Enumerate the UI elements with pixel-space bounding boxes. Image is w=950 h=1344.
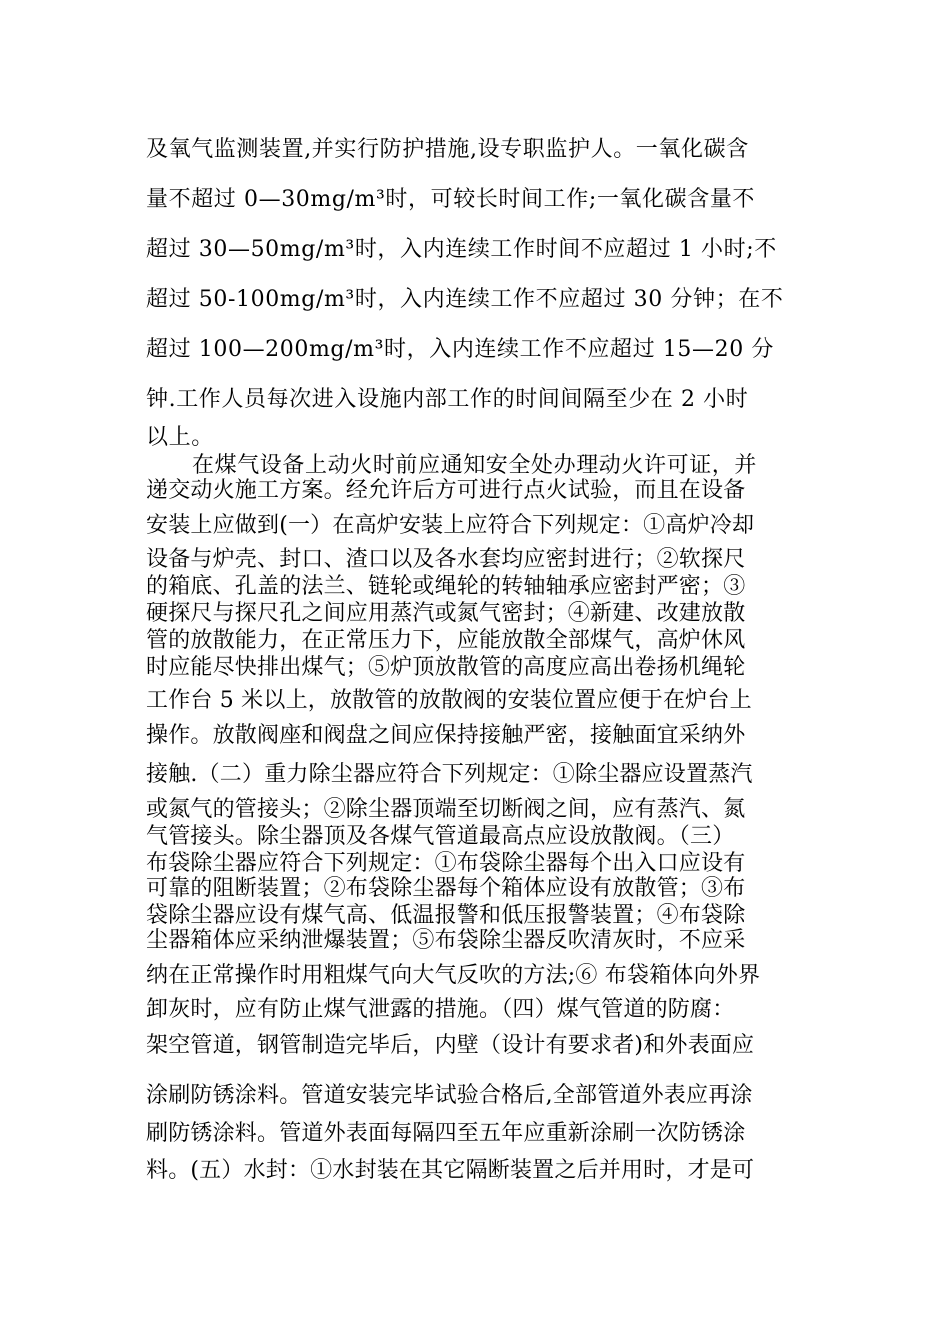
text-line: 气管接头。除尘器顶及各煤气管道最高点应设放散阀。（三） xyxy=(146,824,735,849)
text-line: 及氧气监测装置,并实行防护措施,设专职监护人。一氧化碳含 xyxy=(146,137,749,162)
text-line: 量不超过 0—30mg/m³时，可较长时间工作;一氧化碳含量不 xyxy=(146,187,756,212)
text-line: 布袋除尘器应符合下列规定：①布袋除尘器每个出入口应设有 xyxy=(146,851,746,876)
text-line: 操作。放散阀座和阀盘之间应保持接触严密，接触面宜采纳外 xyxy=(146,723,746,748)
text-line: 尘器箱体应采纳泄爆装置；⑤布袋除尘器反吹清灰时，不应采 xyxy=(146,928,746,953)
text-line: 袋除尘器应设有煤气高、低温报警和低压报警装置；④布袋除 xyxy=(146,903,746,928)
text-line: 的箱底、孔盖的法兰、链轮或绳轮的转轴轴承应密封严密；③ xyxy=(146,574,746,599)
text-line: 架空管道，钢管制造完毕后，内壁（设计有要求者)和外表面应 xyxy=(146,1033,755,1058)
text-line: 设备与炉壳、封口、渣口以及各水套均应密封进行；②软探尺 xyxy=(146,547,746,572)
text-line: 涂刷防锈涂料。管道安装完毕试验合格后,全部管道外表应再涂 xyxy=(146,1083,753,1108)
text-line: 刷防锈涂料。管道外表面每隔四至五年应重新涂刷一次防锈涂 xyxy=(146,1121,746,1146)
text-line: 接触.（二）重力除尘器应符合下列规定：①除尘器应设置蒸汽 xyxy=(146,762,753,787)
text-line: 卸灰时，应有防止煤气泄露的措施。（四）煤气管道的防腐： xyxy=(146,997,735,1022)
text-line: 以上。 xyxy=(146,425,214,450)
text-line: 时应能尽快排出煤气；⑤炉顶放散管的高度应高出卷扬机绳轮 xyxy=(146,655,746,680)
text-line: 在煤气设备上动火时前应通知安全处办理动火许可证，并 xyxy=(192,453,758,478)
text-line: 硬探尺与探尺孔之间应用蒸汽或氮气密封；④新建、改建放散 xyxy=(146,601,746,626)
text-line: 纳在正常操作时用粗煤气向大气反吹的方法;⑥ 布袋箱体向外界 xyxy=(146,963,761,988)
text-line: 或氮气的管接头；②除尘器顶端至切断阀之间，应有蒸汽、氮 xyxy=(146,797,746,822)
text-line: 超过 50-100mg/m³时，入内连续工作不应超过 30 分钟；在不 xyxy=(146,287,784,312)
text-line: 递交动火施工方案。经允许后方可进行点火试验，而且在设备 xyxy=(146,478,746,503)
text-line: 管的放散能力，在正常压力下，应能放散全部煤气，高炉休风 xyxy=(146,628,746,653)
text-line: 钟.工作人员每次进入设施内部工作的时间间隔至少在 2 小时 xyxy=(146,387,749,412)
text-line: 超过 100—200mg/m³时，入内连续工作不应超过 15—20 分 xyxy=(146,337,774,362)
text-line: 工作台 5 米以上，放散管的放散阀的安装位置应便于在炉台上 xyxy=(146,688,752,713)
text-line: 可靠的阻断装置；②布袋除尘器每个箱体应设有放散管；③布 xyxy=(146,876,746,901)
text-line: 超过 30—50mg/m³时，入内连续工作时间不应超过 1 小时;不 xyxy=(146,237,777,262)
text-line: 安装上应做到(一）在高炉安装上应符合下列规定：①高炉冷却 xyxy=(146,513,755,538)
text-line: 料。(五）水封：①水封装在其它隔断装置之后并用时，才是可 xyxy=(146,1158,755,1183)
